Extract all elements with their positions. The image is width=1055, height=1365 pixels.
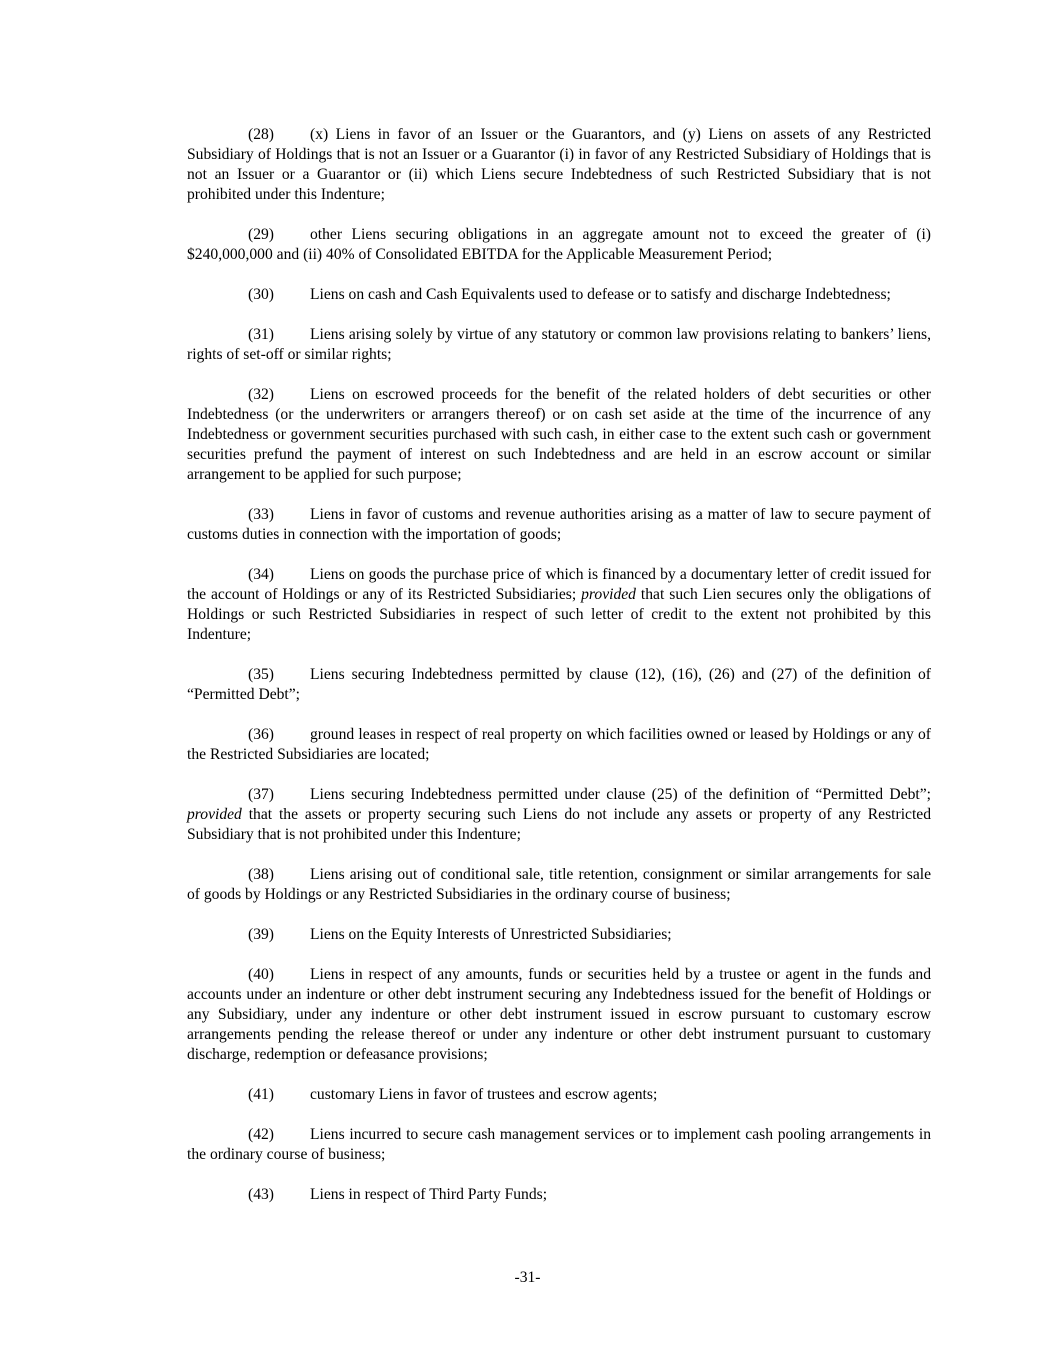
italic-term: provided [187,806,242,823]
clause-paragraph [187,325,931,365]
clause-number: (31) [248,326,274,343]
clause-paragraph [187,565,931,645]
clause-text: that such Lien secures only the obligations of Holdings or such Restricted Subsidiaries in respect of such letter of credit to the extent not prohibited by this Indenture; [187,586,931,643]
clause-paragraph [187,125,931,205]
clause-paragraph [187,1185,931,1205]
clause-text: Liens on the Equity Interests of Unrestricted Subsidiaries; [310,926,672,943]
clause-number: (32) [248,386,274,403]
clause-paragraph [187,225,931,265]
clause-number: (35) [248,666,274,683]
clause-paragraph [187,1125,931,1165]
clause-number: (41) [248,1086,274,1103]
clause-text: ground leases in respect of real property on which facilities owned or leased by Holdings or any of the Restricted Subsidiaries are located; [187,726,931,763]
clause-number: (29) [248,226,274,243]
clause-text: other Liens securing obligations in an aggregate amount not to exceed the greater of (i) $240,000,000 and (ii) 40% of Consolidated EBITDA for the Applicable Measurement Period; [187,226,931,263]
clause-number: (33) [248,506,274,523]
clause-text: Liens on escrowed proceeds for the benefit of the related holders of debt securities or other Indebtedness (or the underwriters or arrangers thereof) or on cash set aside at the time of the incurrence of any Indebtedness or government securities purchased with such cash, in either case to the extent such cash or government securities prefund the payment of interest on such Indebtedness and are held in an escrow account or similar arrangement to be applied for such purpose; [187,386,931,483]
clause-paragraph [187,865,931,905]
clause-number: (39) [248,926,274,943]
clause-text: Liens on goods the purchase price of which is financed by a documentary letter of credit issued for the account of Holdings or any of its Restricted Subsidiaries; [187,566,931,603]
clause-paragraph [187,1085,931,1105]
clause-number: (30) [248,286,274,303]
clause-number: (37) [248,786,274,803]
clause-number: (40) [248,966,274,983]
clause-text: customary Liens in favor of trustees and escrow agents; [310,1086,658,1103]
clause-text: Liens on cash and Cash Equivalents used to defease or to satisfy and discharge Indebtedness; [310,286,891,303]
page-number: -31- [514,1269,541,1286]
clause-number: (43) [248,1186,274,1203]
clause-text: Liens securing Indebtedness permitted under clause (25) of the definition of “Permitted Debt”; [310,786,931,803]
clause-paragraph [187,965,931,1065]
clause-paragraph [187,505,931,545]
clause-paragraph [187,725,931,765]
clause-text: Liens arising out of conditional sale, title retention, consignment or similar arrangements for sale of goods by Holdings or any Restricted Subsidiaries in the ordinary course of business; [187,866,931,903]
clause-paragraph [187,665,931,705]
clause-paragraph [187,925,931,945]
clause-text: Liens in respect of any amounts, funds or securities held by a trustee or agent in the funds and accounts under an indenture or other debt instrument securing any Indebtedness issued for the benefit of Holdings or any Subsidiary, under any indenture or other debt instrument issued in escrow pursuant to customary escrow arrangements pending the release thereof or under any indenture or other debt instrument pursuant to customary discharge, redemption or defeasance provisions; [187,966,931,1063]
clause-paragraph [187,385,931,485]
clause-number: (38) [248,866,274,883]
clause-text: Liens securing Indebtedness permitted by clause (12), (16), (26) and (27) of the definition of “Permitted Debt”; [187,666,931,703]
clause-number: (42) [248,1126,274,1143]
clause-text: Liens incurred to secure cash management services or to implement cash pooling arrangements in the ordinary course of business; [187,1126,931,1163]
clause-text: (x) Liens in favor of an Issuer or the Guarantors, and (y) Liens on assets of any Restricted Subsidiary of Holdings that is not an Issuer or a Guarantor (i) in favor of any Restricted Subsidiary of Holdings that is not an Issuer or a Guarantor or (ii) which Liens secure Indebtedness of such Restricted Subsidiary that is not prohibited under this Indenture; [187,126,931,203]
clause-paragraph [187,285,931,305]
clause-number: (28) [248,126,274,143]
italic-term: provided [581,586,636,603]
clause-text: Liens arising solely by virtue of any statutory or common law provisions relating to bankers’ liens, rights of set-off or similar rights; [187,326,931,363]
clause-text: Liens in favor of customs and revenue authorities arising as a matter of law to secure payment of customs duties in connection with the importation of goods; [187,506,931,543]
document-body [187,125,931,1225]
clause-text: that the assets or property securing such Liens do not include any assets or property of any Restricted Subsidiary that is not prohibited under this Indenture; [187,806,931,843]
clause-text: Liens in respect of Third Party Funds; [310,1186,548,1203]
clause-paragraph [187,785,931,845]
clause-number: (36) [248,726,274,743]
clause-number: (34) [248,566,274,583]
